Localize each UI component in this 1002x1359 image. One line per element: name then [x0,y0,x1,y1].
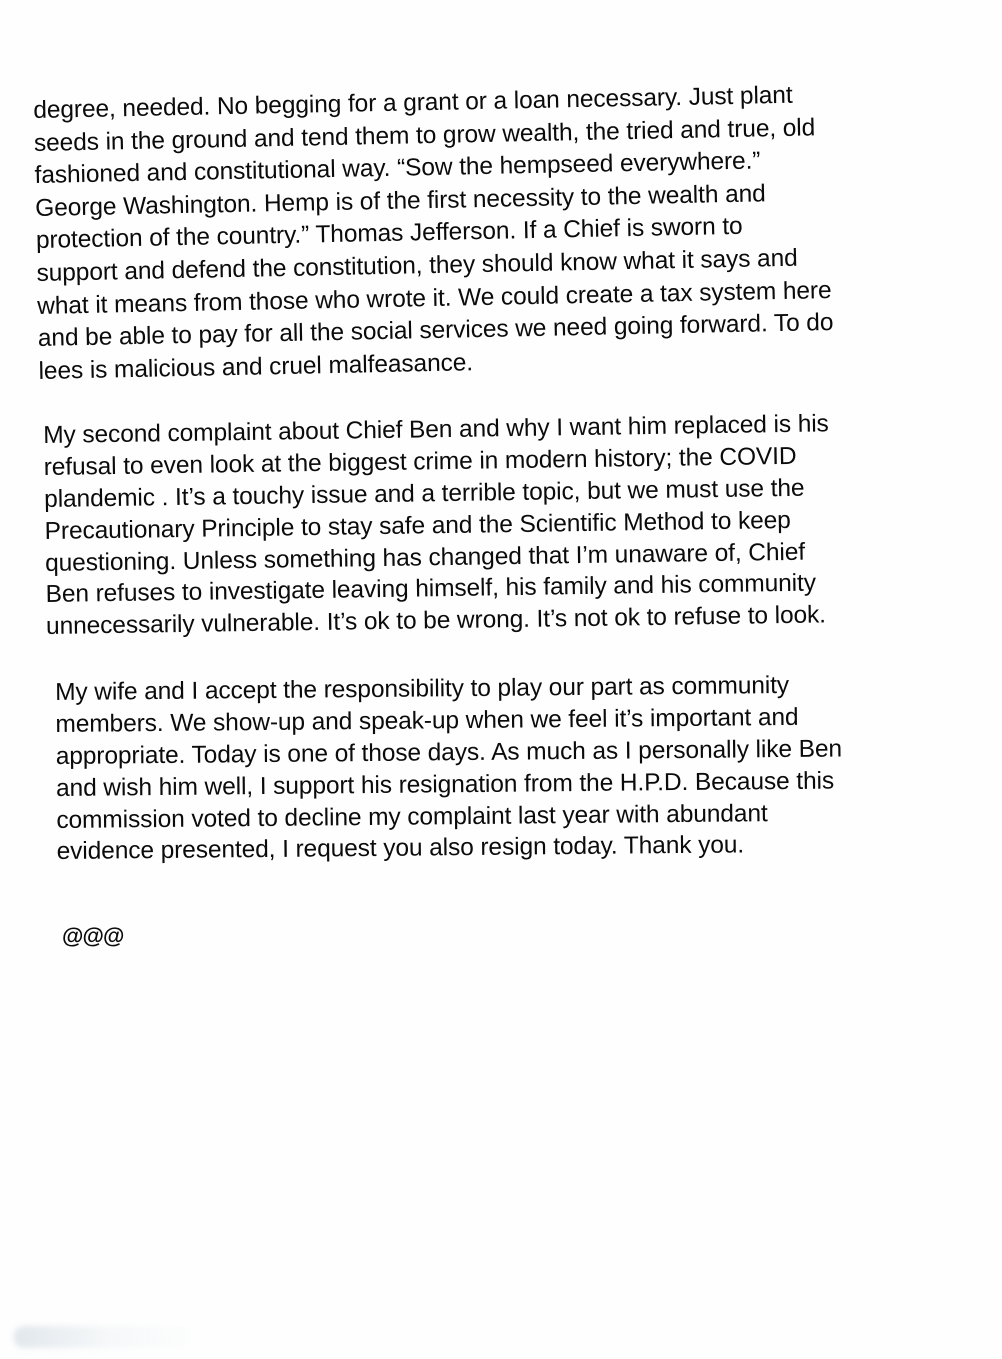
paragraph-hemp-wealth [33,79,834,388]
text-line: lees is malicious and cruel malfeasance. [38,348,474,385]
text-line: commission voted to decline my complaint last year with abundant [56,799,768,834]
text-line: My wife and I accept the responsibility to play our part as community [55,671,790,706]
text-line: fashioned and constitutional way. “Sow the hempseed everywhere.” [34,147,761,190]
text-line: George Washington. Hemp is of the first necessity to the wealth and [35,180,766,222]
text-line: questioning. Unless something has changed that I’m unaware of, Chief [44,538,806,577]
text-line: members. We show-up and speak-up when we feel it’s important and [55,703,799,738]
text-line: protection of the country.” Thomas Jefferson. If a Chief is sworn to [35,213,743,255]
text-line: Ben refuses to investigate leaving himself, his family and his community [45,570,817,609]
paragraph-second-complaint [43,408,832,643]
text-line: what it means from those who wrote it. We could create a tax system here [36,276,832,320]
text-line: degree, needed. No begging for a grant or a loan necessary. Just plant [33,81,793,124]
paragraph-resignation-request [55,669,843,868]
text-line: refusal to even look at the biggest crime in modern history; the COVID [43,442,797,481]
scan-artifact [14,1326,204,1348]
signoff-mark: @@@ [61,922,124,949]
text-line: plandemic . It’s a touchy issue and a terrible topic, but we must use the [43,474,805,513]
text-line: unnecessarily vulnerable. It’s ok to be wrong. It’s not ok to refuse to look. [45,601,827,641]
text-line: appropriate. Today is one of those days. As much as I personally like Ben [55,735,843,770]
text-line: and be able to pay for all the social services we need going forward. To do [37,309,834,353]
text-line: seeds in the ground and tend them to grow wealth, the tried and true, old [33,113,816,157]
text-line: My second complaint about Chief Ben and why I want him replaced is his [43,410,829,449]
text-line: support and defend the constitution, they should know what it says and [36,244,798,287]
text-line: and wish him well, I support his resignation from the H.P.D. Because this [55,767,835,802]
text-line: Precautionary Principle to stay safe and the Scientific Method to keep [44,506,791,545]
text-line: evidence presented, I request you also resign today. Thank you. [56,831,745,866]
